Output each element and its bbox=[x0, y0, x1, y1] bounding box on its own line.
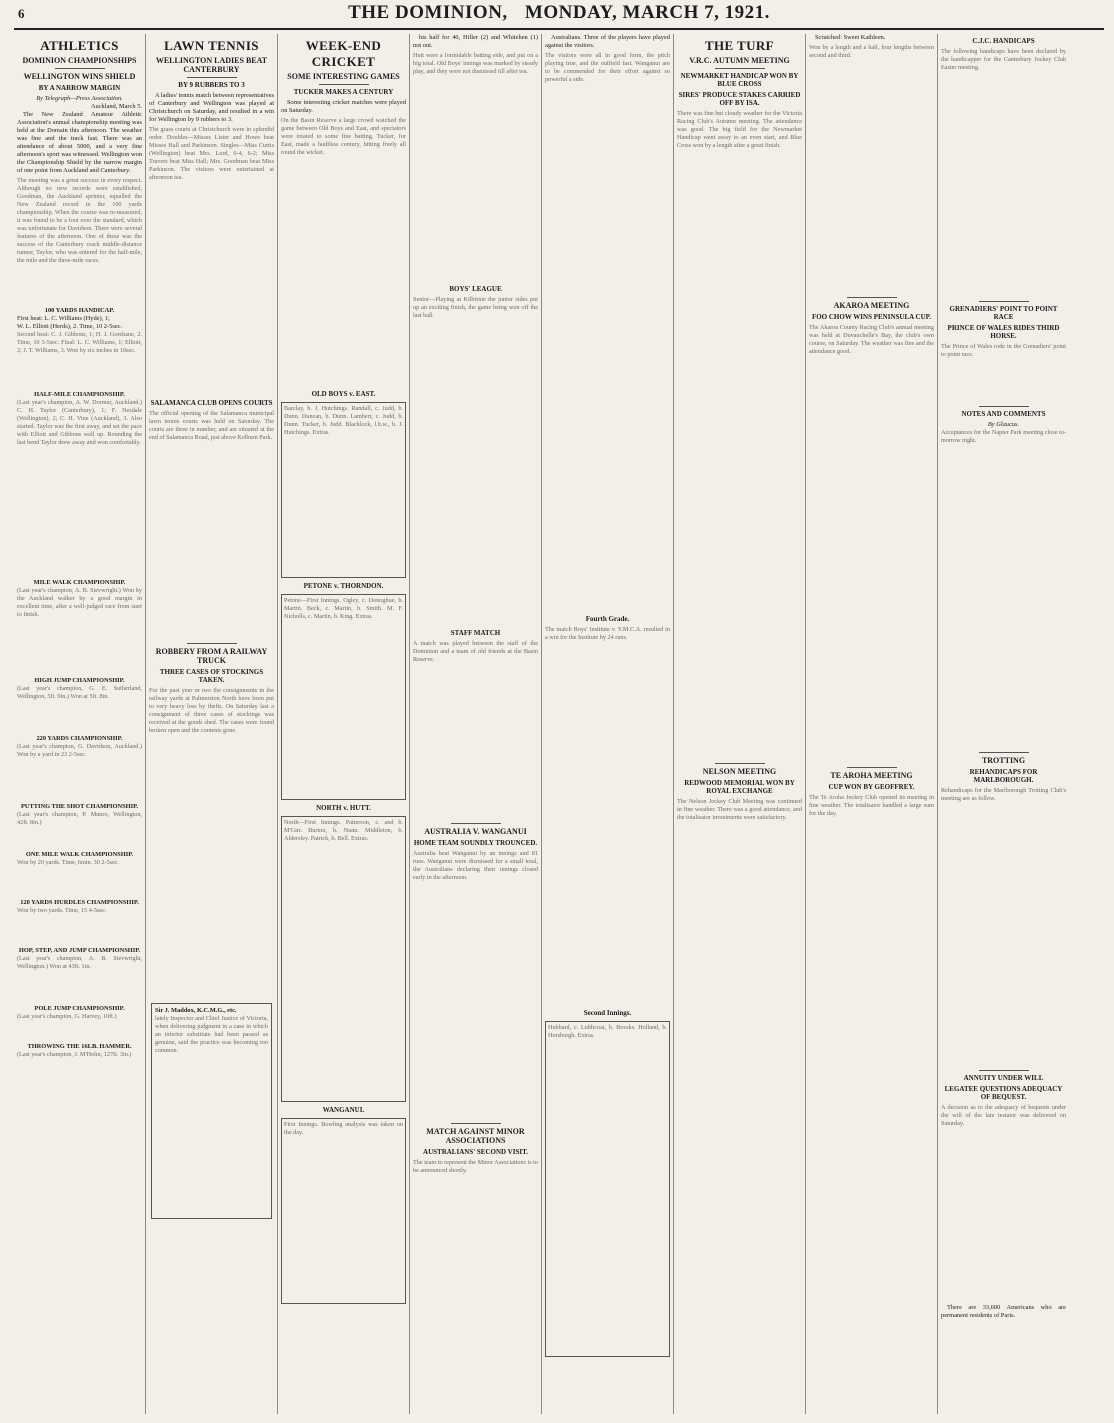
result-text: (Last year's champion, G. E. Sutherland, Wellington, 5ft. 9in.) Won at 5ft. 8in. bbox=[17, 685, 142, 700]
section-heading: STAFF MATCH bbox=[450, 629, 501, 637]
article-body-text: The meeting was a great success in every respect. Although no new records were established, Goodman, the Auckland sprinter, equalled the New Zealand record in the 100 yards championship. When the course was re-measured, it was found to be a foot over the standard, which was unfortunate for Davidson. There were several features of the afternoon. One of these was the success of the Canterbury crack middle-distance runner, Taylor, who was entered for the half-mile, the mile and the three-mile races. bbox=[17, 177, 142, 264]
robbery-heading: ROBBERY FROM A RAILWAY TRUCK bbox=[155, 647, 268, 665]
cricket-century-subhead: TUCKER MAKES A CENTURY bbox=[293, 88, 394, 96]
scorecard-text: Barclay, b. J. Hutchings. Randall, c. Judd, b. Dunn. Duncan, b. Dunn. Lambert, c. Judd, b. Dunn. Tucker, b. Judd. Blacklock, l.b.w., b. J. Hutchings. Extras. bbox=[284, 405, 403, 436]
scorecard bbox=[281, 816, 406, 1102]
te-aroha-subhead: CUP WON BY GEOFFREY. bbox=[828, 783, 915, 791]
divider bbox=[187, 643, 237, 644]
athletics-subhead: DOMINION CHAMPIONSHIPS bbox=[22, 56, 137, 65]
annuity-heading: ANNUITY UNDER WILL bbox=[963, 1074, 1044, 1082]
section-heading: Second Innings. bbox=[583, 1009, 632, 1017]
turf-continued: Scratched: Sweet Kathleen. bbox=[815, 34, 886, 41]
result-line: W. L. Elliott (Herds), 2. Time, 10 2-5sec. bbox=[17, 323, 123, 330]
closing-note: There are 33,600 Americans who are permanent residents of Paris. bbox=[941, 1304, 1066, 1319]
divider bbox=[319, 84, 369, 85]
minor-associations-subhead: AUSTRALIANS' SECOND VISIT. bbox=[423, 1148, 528, 1156]
advertisement bbox=[151, 1003, 272, 1219]
article-body-text: The visitors were all in good form, the pitch playing true, and the outfield fast. Wanganui are to be commended for their effort against so powerful a side. bbox=[545, 52, 670, 83]
athletics-heading: ATHLETICS bbox=[40, 38, 119, 53]
newspaper-title bbox=[14, 2, 1104, 24]
turf-heading: THE TURF bbox=[704, 38, 775, 53]
article-body-text: Won by a length and a half, four lengths between second and third. bbox=[809, 44, 934, 59]
australia-subhead: HOME TEAM SOUNDLY TROUNCED. bbox=[413, 839, 538, 847]
notes-heading: NOTES AND COMMENTS bbox=[961, 410, 1046, 418]
article-body-text: The official opening of the Salamanca municipal lawn tennis courts was held on Saturday. The courts are three in number, and are situated at the end of Salamanca Road, just above Kelburn Park. bbox=[149, 410, 274, 441]
article-body-text: The team to represent the Minor Associations is to be announced shortly. bbox=[413, 1159, 538, 1174]
result-heading: HIGH JUMP CHAMPIONSHIP. bbox=[34, 677, 125, 684]
result-text: Won by two yards. Time, 15 4-5sec. bbox=[17, 907, 107, 914]
divider bbox=[979, 406, 1029, 407]
nelson-heading: NELSON MEETING bbox=[702, 767, 777, 776]
issue-date: MONDAY, MARCH 7, 1921. bbox=[524, 2, 770, 23]
article-body-text: On the Basin Reserve a large crowd watched the game between Old Boys and East, and spectators were treated to some fine batting. Tucker, for East, made a faultless century, hitting freely all round the wicket. bbox=[281, 117, 406, 156]
score-heading: WANGANUI. bbox=[322, 1106, 365, 1114]
minor-associations-heading: MATCH AGAINST MINOR ASSOCIATIONS bbox=[426, 1127, 525, 1145]
scorecard-text: Hubbard, c. Liddicoat, b. Brooks. Holland, b. Horsburgh. Extras. bbox=[548, 1024, 667, 1039]
grenadiers-heading: GRENADIERS' POINT TO POINT RACE bbox=[949, 305, 1058, 321]
ad-title: Sir J. Maddox, K.C.M.G., etc. bbox=[155, 1007, 237, 1014]
divider bbox=[979, 752, 1029, 753]
column-turf bbox=[674, 34, 806, 1414]
grenadiers-subhead: PRINCE OF WALES RIDES THIRD HORSE. bbox=[947, 324, 1060, 340]
newspaper-name: THE DOMINION, bbox=[348, 2, 508, 23]
article-body-text: There was fine but cloudy weather for the Victoria Racing Club's Autumn meeting. The attendance was good. The big field for the Newmarket Handicap went away to an even start, and Blue Cross won by a length after a great finish. bbox=[677, 110, 802, 149]
newspaper-columns bbox=[14, 34, 1106, 1414]
masthead bbox=[14, 0, 1104, 30]
akaroa-heading: AKAROA MEETING bbox=[833, 301, 910, 310]
result-heading: 100 YARDS HANDICAP. bbox=[44, 307, 115, 314]
athletics-margin-subhead: BY A NARROW MARGIN bbox=[38, 84, 121, 92]
article-body-text: A decision as to the adequacy of bequests under the will of the late testator was delivered on Saturday. bbox=[941, 1104, 1066, 1127]
score-heading: NORTH v. HUTT. bbox=[316, 804, 371, 812]
article-body-text: Australia beat Wanganui by an innings and 81 runs. Wanganui were dismissed for a small total, the Australians declaring their innings closed early in the afternoon. bbox=[413, 850, 538, 881]
scorecard-text: North—First Innings. Patterson, c. and b. M'Girr. Burton, b. Nunn. Middleton, b. Aldersley. Patrick, b. Bell. Extras. bbox=[284, 819, 403, 842]
result-heading: 220 YARDS CHAMPIONSHIP. bbox=[36, 735, 123, 742]
result-heading: POLE JUMP CHAMPIONSHIP. bbox=[34, 1005, 125, 1012]
article-body-text: For the past year or two the consignments in the railway yards at Palmerston North have been put to very heavy loss by thefts. On Saturday last a consignment of three cases of stockings was received at the goods shed. The cases were found broken open and the contents gone. bbox=[149, 687, 274, 734]
cricket-heading: WEEK-END CRICKET bbox=[305, 38, 382, 69]
result-heading: ONE MILE WALK CHAMPIONSHIP. bbox=[25, 851, 134, 858]
result-heading: PUTTING THE SHOT CHAMPIONSHIP. bbox=[20, 803, 139, 810]
divider bbox=[979, 301, 1029, 302]
result-text: (Last year's champion, A. B. Sievwright.) Won by the Auckland walker by a good margin in excellent time, after a well-judged race from start to finish. bbox=[17, 587, 142, 618]
result-line: First heat: L. C. Williams (Hyde), 1; bbox=[17, 315, 110, 322]
newmarket-subhead: NEWMARKET HANDICAP WON BY BLUE CROSS bbox=[680, 72, 799, 88]
cricket-intro: Some interesting cricket matches were played on Saturday. bbox=[281, 99, 406, 114]
column-cricket-cont-2 bbox=[542, 34, 674, 1414]
annuity-subhead: LEGATEE QUESTIONS ADEQUACY OF BEQUEST. bbox=[944, 1085, 1063, 1101]
column-athletics bbox=[14, 34, 146, 1414]
result-text: (Last year's champion, P. Munro, Wellington, 42ft. 8in.) bbox=[17, 811, 142, 826]
article-body-text: The grass courts at Christchurch were in splendid order. Doubles—Misses Lister and Howe beat Misses Hall and Parkinson. Singles—Miss Curtis (Wellington) beat Mrs. Lord, 6-4, 6-2; Miss Travers beat Miss Hall; Mrs. Goodman beat Miss Parkinson. The visitors were entertained at afternoon tea. bbox=[149, 126, 274, 181]
scorecard bbox=[545, 1021, 670, 1357]
tennis-section-heading: SALAMANCA CLUB OPENS COURTS bbox=[150, 399, 273, 407]
scorecard bbox=[281, 594, 406, 800]
divider bbox=[451, 823, 501, 824]
section-heading: Fourth Grade. bbox=[585, 615, 630, 623]
result-heading: HALF-MILE CHAMPIONSHIP. bbox=[34, 391, 125, 398]
article-body-text: The Akaroa County Racing Club's annual meeting was held at Duvauchelle's Bay, the club's own course, on Saturday. The weather was fine and the attendance good. bbox=[809, 324, 934, 355]
cjc-heading: C.J.C. HANDICAPS bbox=[972, 37, 1035, 45]
column-handicaps bbox=[938, 34, 1069, 1414]
australia-heading: AUSTRALIA V. WANGANUI bbox=[424, 827, 527, 836]
result-text: (Last year's champion, A. B. Sievwright, Wellington.) Won at 43ft. 1in. bbox=[17, 955, 142, 970]
column-cricket bbox=[278, 34, 410, 1414]
page-number: 6 bbox=[18, 6, 25, 21]
divider bbox=[715, 763, 765, 764]
article-body-text: The match Boys' Institute v. Y.M.C.A. resulted in a win for the Institute by 24 runs. bbox=[545, 626, 670, 641]
article-body-text: The Prince of Wales rode in the Grenadiers' point to point race. bbox=[941, 343, 1066, 358]
divider bbox=[451, 1123, 501, 1124]
scorecard bbox=[281, 1118, 406, 1304]
dateline: Auckland, March 5. bbox=[90, 103, 142, 110]
scorecard bbox=[281, 402, 406, 578]
tennis-intro: A ladies' tennis match between representatives of Canterbury and Wellington was played at Christchurch on Saturday, and resulted in a win for Wellington by 9 rubbers to 3. bbox=[149, 92, 274, 123]
trotting-subhead: REHANDICAPS FOR MARLBOROUGH. bbox=[969, 768, 1038, 784]
result-heading: MILE WALK CHAMPIONSHIP. bbox=[33, 579, 126, 586]
cricket-subhead: SOME INTERESTING GAMES bbox=[287, 72, 400, 81]
article-body-text: The Te Aroha Jockey Club opened its meeting in fine weather. The totalisator handled a large sum for the day. bbox=[809, 794, 934, 817]
akaroa-subhead: FOO CHOW WINS PENINSULA CUP. bbox=[811, 313, 932, 321]
score-heading: OLD BOYS v. EAST. bbox=[311, 390, 376, 398]
article-body-text: The following handicaps have been declared by the handicapper for the Canterbury Jockey Club Easter meeting. bbox=[941, 48, 1066, 71]
column-lawn-tennis bbox=[146, 34, 278, 1414]
te-aroha-heading: TE AROHA MEETING bbox=[830, 771, 913, 780]
athletics-intro: The New Zealand Amateur Athletic Association's annual championship meeting was held at the Domain this afternoon. The weather was fine and the track fast. There was an attendance of about 5000, and a very fine afternoon's sport was witnessed. Wellington won the Championship Shield by the narrow margin of one point from Auckland and Canterbury. bbox=[17, 111, 142, 174]
divider bbox=[847, 767, 897, 768]
article-body-text: Acceptances for the Napier Park meeting close to-morrow night. bbox=[941, 429, 1066, 444]
divider bbox=[847, 297, 897, 298]
cricket-continued: his half for 40, Hiller (2) and Whitehen (1) not out. bbox=[413, 34, 538, 49]
result-text: Second heat: C. J. Gibbons, 1; H. J. Gorehane, 2. Time, 10 3-5sec. Final: L. C. Williams, 1; Elliott, 2; J. T. Williams, 3. Won by six inches in 10sec. bbox=[17, 331, 142, 354]
section-heading: BOYS' LEAGUE bbox=[449, 285, 502, 293]
notes-byline: By Glaucus. bbox=[987, 421, 1020, 428]
divider bbox=[979, 1070, 1029, 1071]
result-text: (Last year's champion, J. M'Holm, 127ft. 3in.) bbox=[17, 1051, 132, 1058]
tennis-subhead: WELLINGTON LADIES BEAT CANTERBURY bbox=[155, 56, 268, 74]
article-body-text: Rehandicaps for the Marlborough Trotting Club's meeting are as follow. bbox=[941, 787, 1066, 802]
divider bbox=[55, 68, 105, 69]
result-text: Won by 20 yards. Time, 6min. 30 2-5sec. bbox=[17, 859, 120, 866]
sires-produce-subhead: SIRES' PRODUCE STAKES CARRIED OFF BY ISA. bbox=[678, 91, 801, 107]
divider bbox=[715, 68, 765, 69]
byline: By Telegraph—Press Association. bbox=[36, 95, 123, 102]
column-turf-cont bbox=[806, 34, 938, 1414]
nelson-subhead: REDWOOD MEMORIAL WON BY ROYAL EXCHANGE bbox=[684, 779, 795, 795]
result-heading: HOP, STEP, AND JUMP CHAMPIONSHIP. bbox=[18, 947, 141, 954]
article-body-text: Hutt were a formidable batting side, and put on a big total. Old Boys' innings was marked by steady play, and they were not dismissed till after tea. bbox=[413, 52, 538, 75]
result-text: (Last year's champion, A. W. Dormer, Auckland.) C. H. Taylor (Canterbury), 1; F. Nesdale (Wellington), 2; C. H. Vine (Auckland), 3. Also started. Taylor was the first away, and set the pace with Elliott and Gibbons well up. Rounding the last bend Taylor drew away and won comfortably. bbox=[17, 399, 142, 446]
ad-body-text: lately Inspector and Chief Justice of Victoria, when delivering judgment in a case in which an inferior substitute had been passed as genuine, said the practice was becoming too common. bbox=[155, 1015, 268, 1054]
divider bbox=[187, 77, 237, 78]
column-cricket-cont bbox=[410, 34, 542, 1414]
scorecard-text: Petone—First Innings. Ogley, c. Donoghue, b. Martin. Beck, c. Martin, b. Smith. M. F. Nicholls, c. Martin, b. King. Extras. bbox=[284, 597, 403, 620]
tennis-score-subhead: BY 9 RUBBERS TO 3 bbox=[178, 81, 245, 89]
turf-subhead: V.R.C. AUTUMN MEETING bbox=[689, 56, 790, 65]
result-heading: 120 YARDS HURDLES CHAMPIONSHIP. bbox=[20, 899, 139, 906]
cricket-continued: Australians. Three of the players have played against the visitors. bbox=[545, 34, 670, 49]
article-body-text: A match was played between the staff of the Dominion and a team of old friends at the Basin Reserve. bbox=[413, 640, 538, 663]
article-body-text: The Nelson Jockey Club Meeting was continued in fine weather. There was a good attendance, and the totalisator investments were satisfactory. bbox=[677, 798, 802, 821]
result-heading: THROWING THE 16LB. HAMMER. bbox=[27, 1043, 132, 1050]
result-text: (Last year's champion, G. Harvey, 10ft.) bbox=[17, 1013, 117, 1020]
tennis-heading: LAWN TENNIS bbox=[164, 38, 259, 53]
scorecard-text: First Innings. Bowling analysis was taken on the day. bbox=[284, 1121, 403, 1136]
result-text: (Last year's champion, G. Davidson, Auckland.) Won by a yard in 23 2-5sec. bbox=[17, 743, 142, 758]
robbery-subhead: THREE CASES OF STOCKINGS TAKEN. bbox=[159, 668, 264, 684]
article-body-text: Senior—Playing at Kilbirnie the junior sides put up an exciting finish, the game being won off the last ball. bbox=[413, 296, 538, 319]
score-heading: PETONE v. THORNDON. bbox=[303, 582, 384, 590]
athletics-shield-subhead: WELLINGTON WINS SHIELD bbox=[23, 72, 136, 81]
trotting-heading: TROTTING bbox=[981, 756, 1026, 765]
